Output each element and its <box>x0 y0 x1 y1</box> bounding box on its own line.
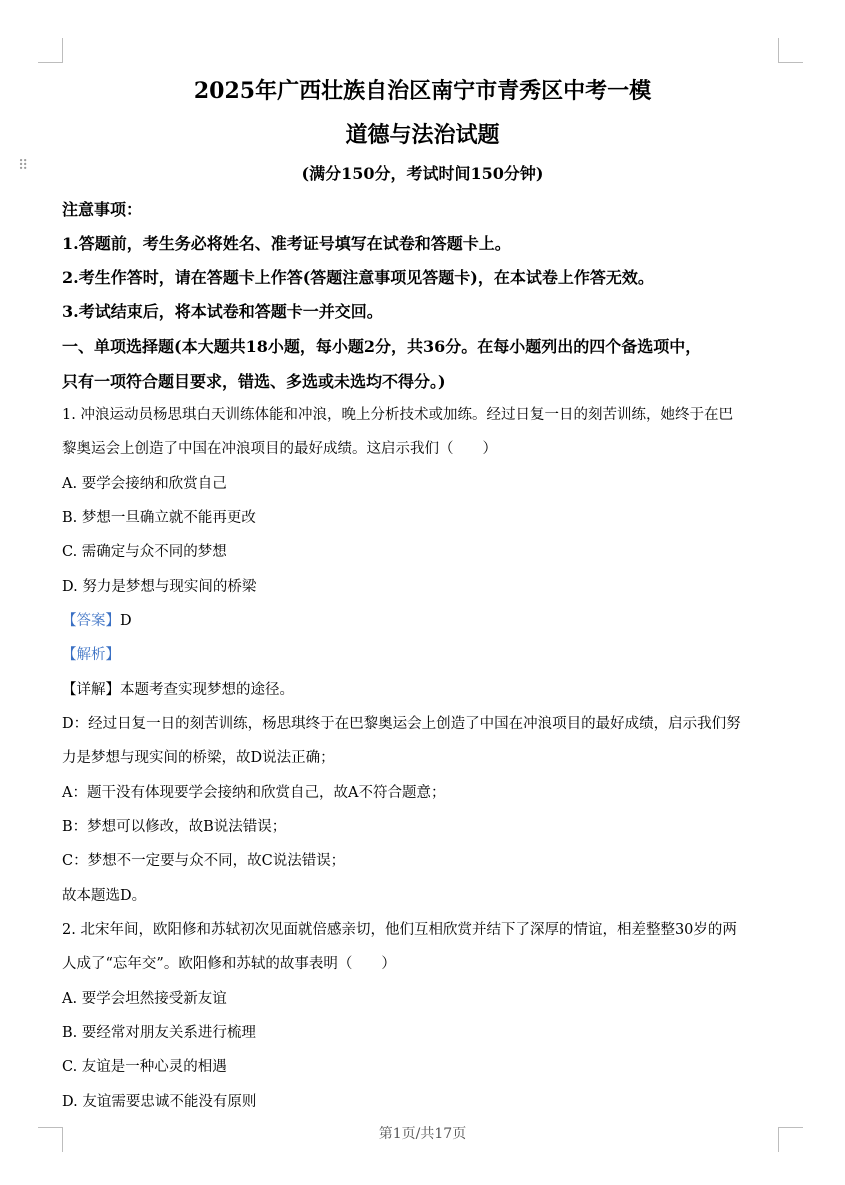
q1-answer <box>62 609 782 630</box>
q1-detail <box>62 678 782 699</box>
q2-option-d: D. 友谊需要忠诚不能没有原则 <box>62 1094 257 1110</box>
crop-mark-top-left <box>38 38 63 63</box>
q1-explain-line: D：经过日复一日的刻苦训练，杨思琪终于在巴黎奥运会上创造了中国在冲浪项目的最好成绩，启示我们努 <box>62 716 741 732</box>
answer-label: 【答案】 <box>62 613 120 629</box>
q1-conclusion: 故本题选D。 <box>62 888 147 904</box>
notice-item: 2.考生作答时，请在答题卡上作答(答题注意事项见答题卡)，在本试卷上作答无效。 <box>62 268 654 287</box>
q1-explain-line: B：梦想可以修改，故B说法错误； <box>62 819 287 835</box>
exam-info: (满分150分，考试时间150分钟) <box>301 164 544 183</box>
q2-stem: 2. 北宋年间，欧阳修和苏轼初次见面就倍感亲切，他们互相欣赏并结下了深厚的情谊，相差整整30岁的两 <box>62 922 737 938</box>
q2-option-c: C. 友谊是一种心灵的相遇 <box>62 1059 227 1075</box>
page-title: 2025年广西壮族自治区南宁市青秀区中考一模 <box>193 78 652 104</box>
detail-label: 【详解】 <box>62 682 120 698</box>
analysis-label: 【解析】 <box>62 647 120 663</box>
section-heading-cont: 只有一项符合题目要求，错选、多选或未选均不得分。) <box>62 372 446 391</box>
q1-explain-line: A：题干没有体现要学会接纳和欣赏自己，故A不符合题意； <box>62 785 446 801</box>
q1-option-b: B. 梦想一旦确立就不能再更改 <box>62 510 256 526</box>
q1-stem-cont: 黎奥运会上创造了中国在冲浪项目的最好成绩。这启示我们（ ） <box>62 441 497 457</box>
section-heading: 一、单项选择题(本大题共18小题，每小题2分，共36分。在每小题列出的四个备选项中， <box>62 337 702 356</box>
answer-value: D <box>120 613 132 629</box>
detail-text: 本题考查实现梦想的途径。 <box>120 682 294 698</box>
q1-explain-line: C：梦想不一定要与众不同，故C说法错误； <box>62 853 346 869</box>
notice-heading: 注意事项： <box>62 200 143 219</box>
q1-option-a: A. 要学会接纳和欣赏自己 <box>62 476 227 492</box>
q1-explain-line: 力是梦想与现实间的桥梁，故D说法正确； <box>62 750 335 766</box>
notice-item: 3.考试结束后，将本试卷和答题卡一并交回。 <box>62 302 383 321</box>
page-subtitle: 道德与法治试题 <box>345 122 500 148</box>
q2-stem-cont: 人成了“忘年交”。欧阳修和苏轼的故事表明（ ） <box>62 956 396 972</box>
q1-option-c: C. 需确定与众不同的梦想 <box>62 544 227 560</box>
q1-option-d: D. 努力是梦想与现实间的桥梁 <box>62 579 257 595</box>
q2-option-a: A. 要学会坦然接受新友谊 <box>62 991 227 1007</box>
notice-item: 1.答题前，考生务必将姓名、准考证号填写在试卷和答题卡上。 <box>62 234 511 253</box>
page-number: 第1页/共17页 <box>378 1126 467 1142</box>
q1-stem: 1. 冲浪运动员杨思琪白天训练体能和冲浪，晚上分析技术或加练。经过日复一日的刻苦训练，她终于在巴 <box>62 407 733 423</box>
drag-handle-icon[interactable]: ⠿ <box>18 158 28 174</box>
crop-mark-top-right <box>778 38 803 63</box>
q2-option-b: B. 要经常对朋友关系进行梳理 <box>62 1025 256 1041</box>
